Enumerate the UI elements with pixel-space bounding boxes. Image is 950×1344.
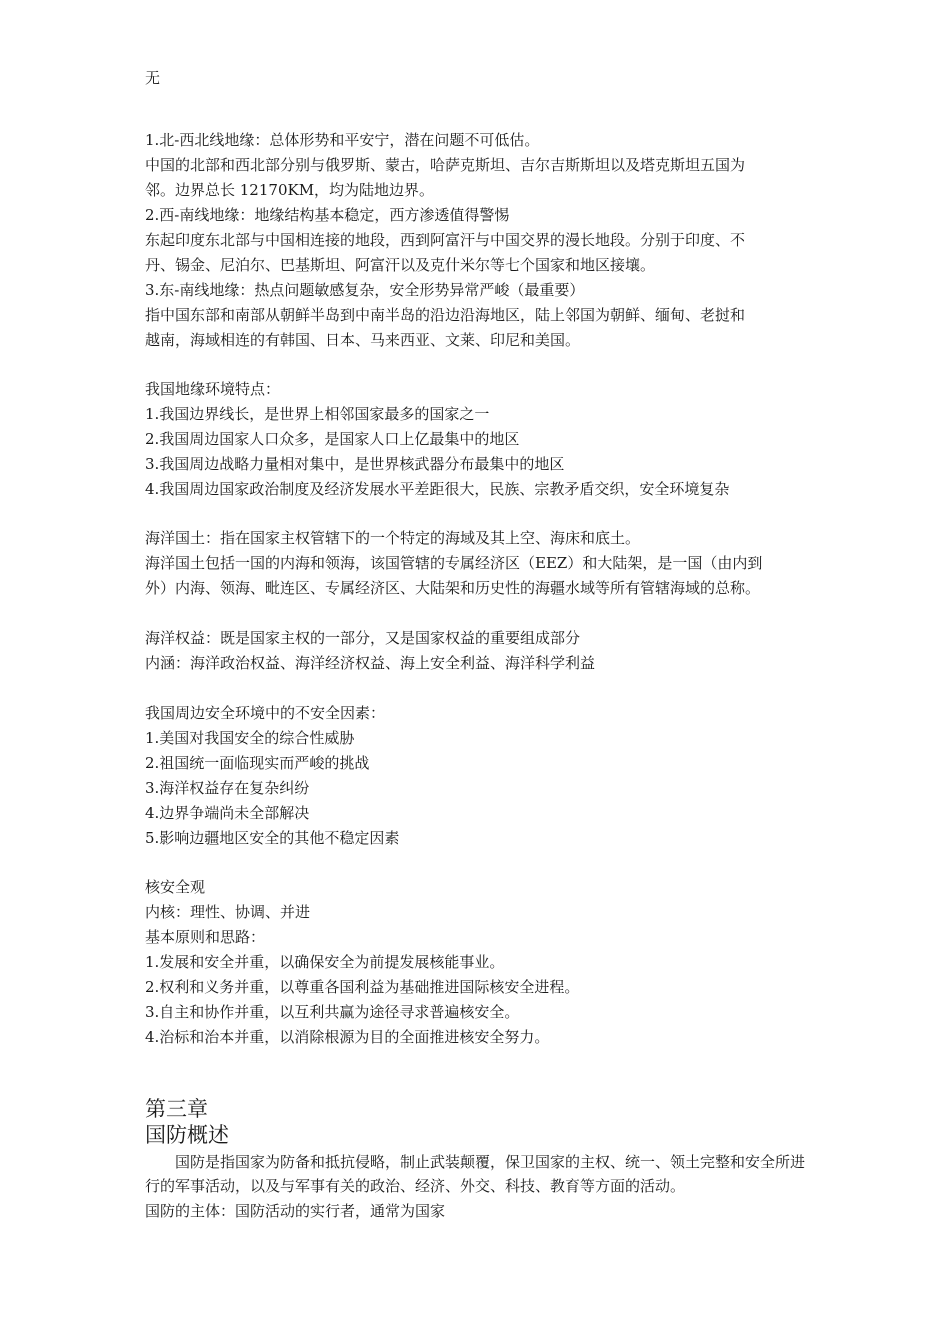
insecurity-item: 2.祖国统一面临现实而严峻的挑战: [145, 754, 370, 772]
nuclear-core: 内核：理性、协调、并进: [145, 903, 311, 921]
insecurity-item: 1.美国对我国安全的综合性威胁: [145, 729, 355, 747]
features-title: 我国地缘环境特点：: [145, 380, 281, 398]
features-item: 1.我国边界线长，是世界上相邻国家最多的国家之一: [145, 405, 490, 423]
nuclear-principles-title: 基本原则和思路：: [145, 928, 266, 946]
chapter-number: 第三章: [145, 1097, 208, 1121]
geo-line3-para-2: 越南，海域相连的有韩国、日本、马来西亚、文莱、印尼和美国。: [145, 331, 581, 349]
geo-line1-title: 1.北-西北线地缘：总体形势和平安宁，潜在问题不可低估。: [145, 131, 540, 149]
insecurity-title: 我国周边安全环境中的不安全因素：: [145, 704, 386, 722]
geo-line2-title: 2.西-南线地缘：地缘结构基本稳定，西方渗透值得警惕: [145, 206, 510, 224]
top-note: 无: [145, 69, 161, 87]
nuclear-principle: 4.治标和治本并重，以消除根源为目的全面推进核安全努力。: [145, 1028, 550, 1046]
features-item: 2.我国周边国家人口众多，是国家人口上亿最集中的地区: [145, 430, 520, 448]
ocean-para-1: 海洋国土包括一国的内海和领海，该国管辖的专属经济区（EEZ）和大陆架，是一国（由内到: [145, 554, 763, 572]
nuclear-principle: 1.发展和安全并重，以确保安全为前提发展核能事业。: [145, 953, 505, 971]
nuclear-principle: 3.自主和协作并重，以互利共赢为途径寻求普遍核安全。: [145, 1003, 520, 1021]
geo-line1-para-2: 邻。边界总长 12170KM，均为陆地边界。: [145, 181, 435, 199]
features-item: 3.我国周边战略力量相对集中，是世界核武器分布最集中的地区: [145, 455, 565, 473]
nuclear-title: 核安全观: [145, 878, 206, 896]
features-item: 4.我国周边国家政治制度及经济发展水平差距很大，民族、宗教矛盾交织，安全环境复杂: [145, 480, 730, 498]
chapter-title: 国防概述: [145, 1123, 229, 1147]
geo-line1-para-1: 中国的北部和西北部分别与俄罗斯、蒙古，哈萨克斯坦、吉尔吉斯斯坦以及塔克斯坦五国为: [145, 156, 746, 174]
geo-line2-para-2: 丹、锡金、尼泊尔、巴基斯坦、阿富汗以及克什米尔等七个国家和地区接壤。: [145, 256, 656, 274]
geo-line3-para-1: 指中国东部和南部从朝鲜半岛到中南半岛的沿边沿海地区，陆上邻国为朝鲜、缅甸、老挝和: [145, 306, 746, 324]
chapter-defense-subject: 国防的主体：国防活动的实行者，通常为国家: [145, 1202, 446, 1220]
ocean-definition: 海洋国土：指在国家主权管辖下的一个特定的海域及其上空、海床和底土。: [145, 529, 641, 547]
insecurity-item: 3.海洋权益存在复杂纠纷: [145, 779, 310, 797]
ocean-para-2: 外）内海、领海、毗连区、专属经济区、大陆架和历史性的海疆水域等所有管辖海域的总称。: [145, 579, 761, 597]
chapter-paragraph: 国防是指国家为防备和抵抗侵略，制止武装颠覆，保卫国家的主权、统一、领土完整和安全所进行的军事活动，以及与军事有关的政治、经济、外交、科技、教育等方面的活动。: [145, 1153, 806, 1195]
insecurity-item: 4.边界争端尚未全部解决: [145, 804, 310, 822]
nuclear-principle: 2.权利和义务并重，以尊重各国利益为基础推进国际核安全进程。: [145, 978, 580, 996]
rights-content: 内涵：海洋政治权益、海洋经济权益、海上安全利益、海洋科学利益: [145, 654, 596, 672]
geo-line3-title: 3.东-南线地缘：热点问题敏感复杂，安全形势异常严峻（最重要）: [145, 281, 585, 299]
geo-line2-para-1: 东起印度东北部与中国相连接的地段，西到阿富汗与中国交界的漫长地段。分别于印度、不: [145, 231, 746, 249]
insecurity-item: 5.影响边疆地区安全的其他不稳定因素: [145, 829, 400, 847]
rights-definition: 海洋权益：既是国家主权的一部分，又是国家权益的重要组成部分: [145, 629, 581, 647]
